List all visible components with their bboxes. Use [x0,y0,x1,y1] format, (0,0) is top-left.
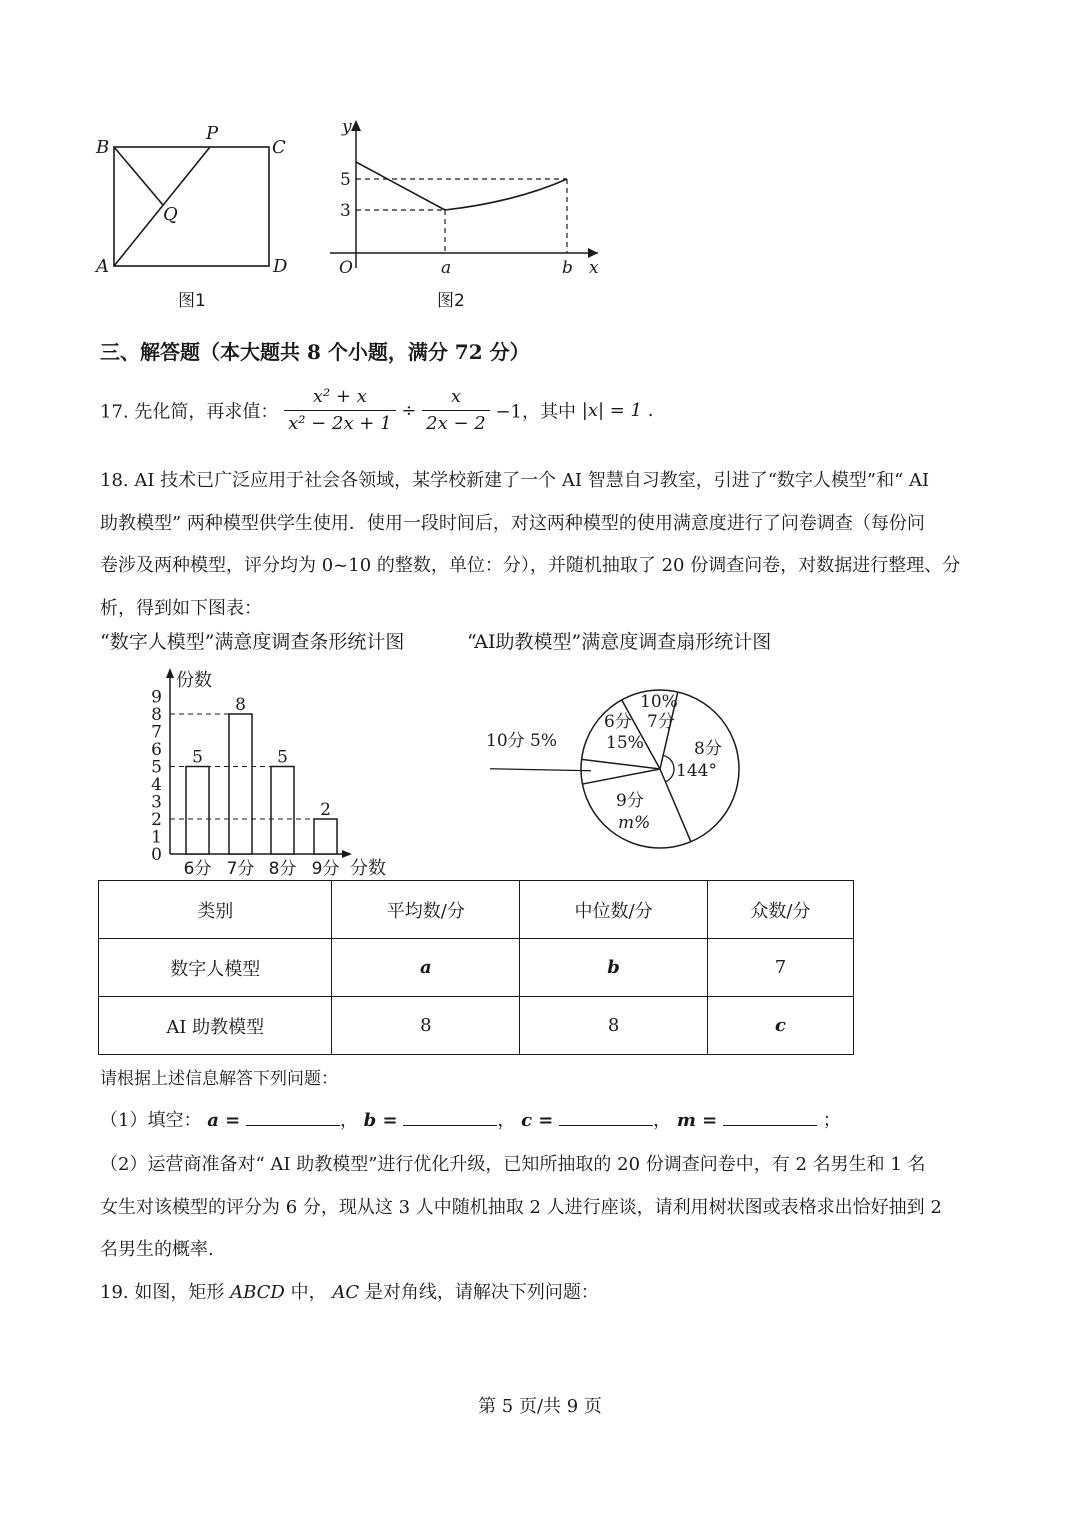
blank-c[interactable] [559,1107,653,1126]
q18-part2-line-3: 名男生的概率. [100,1239,214,1260]
pie-label-6: 6分 [604,712,632,732]
table-header-cell: 中位数/分 [520,881,708,939]
blank-a[interactable] [246,1107,340,1126]
var-c: c = [521,1110,554,1131]
q18-line-1: 18. AI 技术已广泛应用于社会各领域，某学校新建了一个 AI 智慧自习教室，引进了“数字人模型”和“ AI [100,470,930,491]
tick-b: b [562,258,573,278]
q18-line-4: 析，得到如下图表： [100,598,262,619]
table-cell: b [520,939,708,997]
table-cell: a [332,939,520,997]
figure-2 [330,120,598,268]
fig1-caption: 图1 [178,291,206,311]
bar-y-tick-label: 4 [151,775,162,795]
bar-category-label: 9分 [311,859,340,879]
y-axis-label: y [342,117,352,137]
q18-line-2: 助教模型” 两种模型供学生使用．使用一段时间后，对这两种模型的使用满意度进行了问卷调查（每份问 [100,513,925,534]
table-header-row [99,881,854,939]
q17-prefix: 17. 先化简，再求值： [100,401,279,423]
tick-5: 5 [340,170,351,190]
x-axis-label: x [589,258,599,278]
bar-y-tick-label: 9 [151,687,162,708]
label-b: B [96,137,110,158]
bar [229,714,252,854]
q19-suffix: 是对角线，请解决下列问题： [364,1282,599,1303]
label-p: P [206,123,219,144]
bar-y-tick-label: 8 [151,705,162,725]
pie-label-8: 8分 [694,739,722,759]
var-b: b = [363,1110,398,1131]
q17-end: . [647,400,654,421]
pie-value-7: 10% [640,692,678,712]
pie-chart-title: “AI助教模型”满意度调查扇形统计图 [467,631,772,653]
q18-part1: （1）填空： a = ， b = ， c = ， m = ； [100,1106,841,1132]
table-cell: 8 [520,997,708,1055]
y-axis-arrow [351,120,361,131]
pie-chart [470,680,760,860]
blank-m[interactable] [723,1107,817,1126]
q19-mid: 中， [290,1282,327,1303]
bar-y-tick-label: 7 [151,722,162,743]
segment-bq [114,147,163,205]
q17-divide: ÷ [401,400,417,421]
table-cell: c [707,997,853,1055]
curve-decreasing [356,162,445,210]
fig2-caption: 图2 [437,291,465,311]
q18-prompt: 请根据上述信息解答下列问题： [100,1069,338,1089]
curve-increasing [445,179,567,210]
q18-line-3: 卷涉及两种模型，评分均为 0~10 的整数，单位：分），并随机抽取了 20 份调查问卷，对数据进行整理、分 [100,555,961,576]
bar-value-label: 8 [235,695,246,715]
bar-value-label: 5 [277,747,288,768]
page-footer: 第 5 页/共 9 页 [478,1396,602,1417]
var-m: m = [676,1110,718,1131]
bar-y-tick-label: 1 [151,827,162,848]
q17-tail: −1，其中 [495,401,577,423]
bar-y-tick-label: 2 [151,810,162,830]
tick-a: a [441,258,452,278]
table-header-cell: 类别 [99,881,332,939]
bar-category-label: 8分 [268,859,297,879]
bar [314,819,337,854]
q19-prefix: 19. 如图，矩形 [100,1282,225,1303]
pie-value-8: 144° [676,761,717,781]
bar-y-axis-label: 份数 [176,670,212,691]
table-row [99,997,854,1055]
table-cell: AI 助教模型 [99,997,332,1055]
pie-value-9: m% [618,813,651,833]
q17-condition: |x| = 1 [581,400,643,421]
bar-x-axis-label: 分数 [350,858,386,879]
table-cell: 7 [707,939,853,997]
pie-label-10: 10分 5% [486,731,558,751]
bar-chart-title: “数字人模型”满意度调查条形统计图 [100,631,405,653]
q17-fraction-2 [422,384,490,437]
q17-f1-denominator: x² − 2x + 1 [288,413,392,434]
q18-part2-line-1: （2）运营商准备对“ AI 助教模型”进行优化升级，已知所抽取的 20 份调查问卷中，有 2 名男生和 1 名 [100,1154,926,1175]
bar-category-label: 6分 [183,859,212,879]
q17-fraction-1 [284,384,395,437]
bar-y-tick-label: 3 [151,792,162,813]
origin-label: O [339,258,353,278]
pie-value-6: 15% [606,733,644,753]
pie-label-9: 9分 [616,791,644,811]
part1-end: ； [822,1110,841,1131]
q19-diag: AC [332,1282,360,1303]
bar-y-tick-label: 5 [151,757,162,778]
q17-f2-numerator: x [422,384,490,411]
bar-value-label: 5 [192,747,203,768]
q17-f1-numerator: x² + x [284,384,395,411]
bar-value-label: 2 [320,800,331,820]
stats-table [98,880,854,1055]
label-c: C [272,137,286,158]
bar-y-tick-label: 0 [151,845,162,865]
tick-3: 3 [340,201,351,221]
rectangle-abcd [114,147,269,266]
bar-chart [140,662,420,882]
bar-y-axis-arrow [166,668,174,678]
part1-label: （1）填空： [100,1110,202,1131]
label-q: Q [163,204,178,225]
q17-f2-denominator: 2x − 2 [426,413,486,434]
bar-category-label: 7分 [226,859,255,879]
q18-part2-line-2: 女生对该模型的评分为 6 分，现从这 3 人中随机抽取 2 人进行座谈，请利用树状图或表格求出恰好抽到 2 [100,1197,942,1218]
table-header-cell: 众数/分 [707,881,853,939]
pie-label-7: 7分 [647,712,675,732]
section-title: 三、解答题（本大题共 8 个小题，满分 72 分） [100,340,530,364]
table-cell: 8 [332,997,520,1055]
question-19 [100,1278,599,1304]
pie-leader-line [490,769,591,771]
figure-1 [114,147,269,266]
bar [186,767,209,855]
table-cell: 数字人模型 [99,939,332,997]
table-row [99,939,854,997]
bar-x-axis-arrow [342,850,352,858]
blank-b[interactable] [403,1107,497,1126]
table-header-cell: 平均数/分 [332,881,520,939]
x-axis-arrow [588,248,598,258]
var-a: a = [207,1110,241,1131]
bar-y-tick-label: 6 [151,740,162,760]
q19-rect: ABCD [230,1282,285,1303]
bar [271,767,294,855]
figures-1-2 [0,0,1080,320]
label-d: D [273,256,288,277]
question-17 [100,384,653,437]
label-a: A [96,256,109,277]
